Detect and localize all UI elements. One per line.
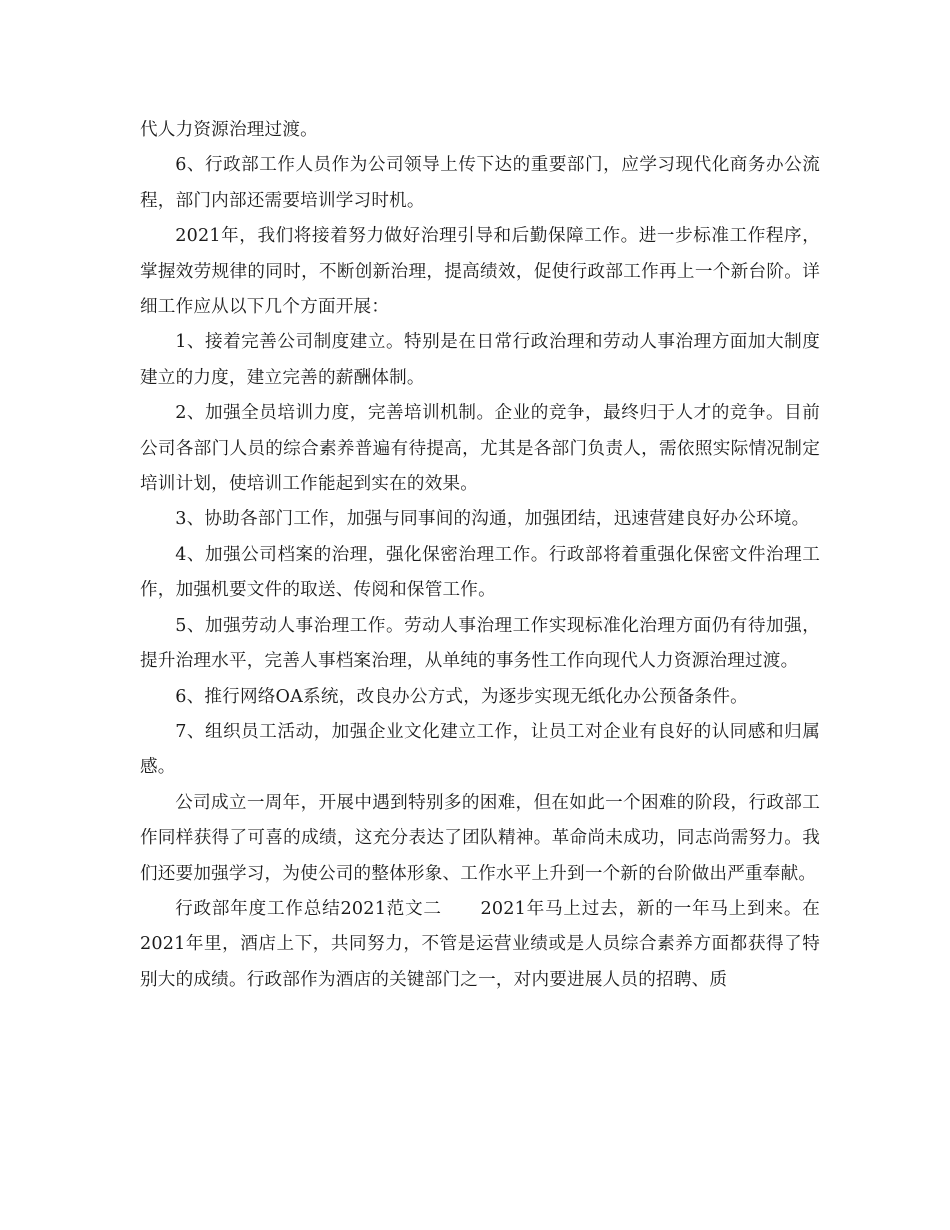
paragraph: 2、加强全员培训力度，完善培训机制。企业的竞争，最终归于人才的竞争。目前公司各部门人员的综合素养普遍有待提高，尤其是各部门负责人，需依照实际情况制定培训计划，使培训工作能起到实在的效果。 [140,403,820,495]
paragraph: 公司成立一周年，开展中遇到特别多的困难，但在如此一个困难的阶段，行政部工作同样获得了可喜的成绩，这充分表达了团队精神。革命尚未成功，同志尚需努力。我们还要加强学习，为使公司的整体形象、工作水平上升到一个新的台阶做出严重奉献。 [140,792,820,884]
paragraph: 7、组织员工活动，加强企业文化建立工作，让员工对企业有良好的认同感和归属感。 [140,721,820,778]
paragraph: 2021年，我们将接着努力做好治理引导和后勤保障工作。进一步标准工作程序，掌握效劳规律的同时，不断创新治理，提高绩效，促使行政部工作再上一个新台阶。详细工作应从以下几个方面开展： [140,226,820,318]
document-body [140,113,820,998]
paragraph-last [140,892,820,998]
paragraph: 6、推行网络OA系统，改良办公方式，为逐步实现无纸化办公预备条件。 [175,686,748,707]
paragraph: 1、接着完善公司制度建立。特别是在日常行政治理和劳动人事治理方面加大制度建立的力度，建立完善的薪酬体制。 [140,332,820,388]
paragraph: 4、加强公司档案的治理，强化保密治理工作。行政部将着重强化保密文件治理工作，加强机要文件的取送、传阅和保管工作。 [140,544,820,601]
paragraph: 3、协助各部门工作，加强与同事间的沟通，加强团结，迅速营建良好办公环境。 [175,509,810,530]
paragraph: 6、行政部工作人员作为公司领导上传下达的重要部门，应学习现代化商务办公流程，部门内部还需要培训学习时机。 [140,155,820,211]
paragraph: 5、加强劳动人事治理工作。劳动人事治理工作实现标准化治理方面仍有待加强，提升治理水平，完善人事档案治理，从单纯的事务性工作向现代人力资源治理过渡。 [140,615,820,672]
section-heading: 行政部年度工作总结2021范文二 [175,898,442,919]
paragraph-continuation: 代人力资源治理过渡。 [140,120,318,140]
section-body: 2021年马上过去，新的一年马上到来。在2021年里，酒店上下，共同努力，不管是运营业绩或是人员综合素养方面都获得了特别大的成绩。行政部作为酒店的关键部门之一，对内要进展人员的招聘、质 [140,898,820,990]
